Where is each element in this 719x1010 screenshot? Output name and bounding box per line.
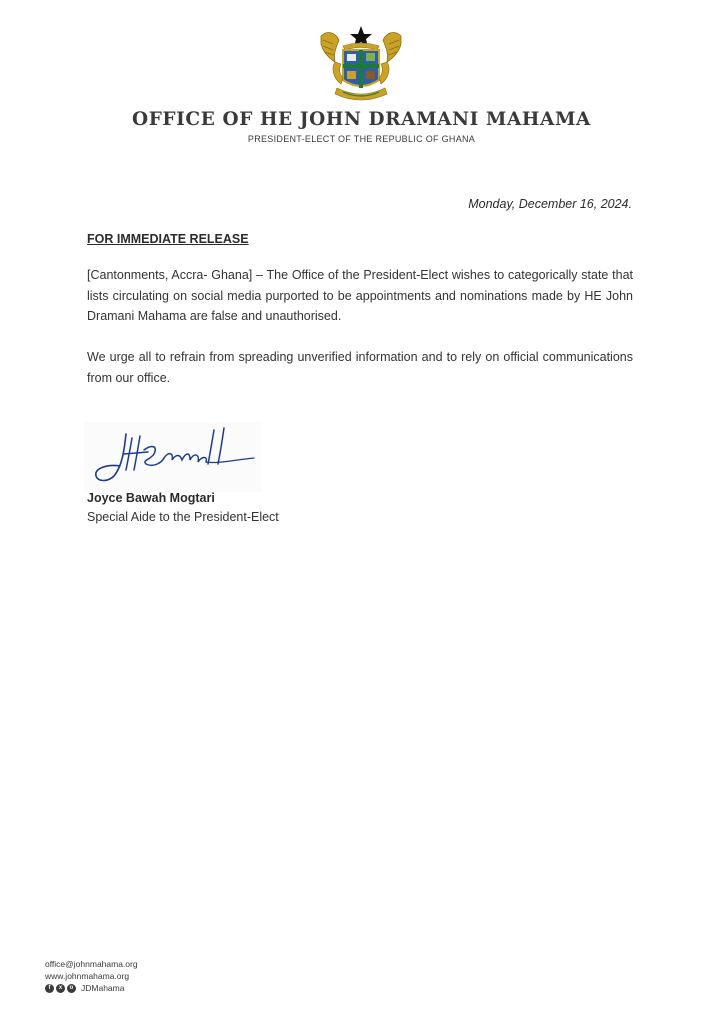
signer-role: Special Aide to the President-Elect bbox=[87, 510, 279, 524]
footer-website[interactable]: www.johnmahama.org bbox=[45, 971, 130, 981]
social-handle[interactable]: JDMahama bbox=[81, 983, 125, 993]
x-icon[interactable]: x bbox=[56, 984, 65, 993]
release-heading: FOR IMMEDIATE RELEASE bbox=[87, 232, 249, 246]
facebook-icon[interactable]: f bbox=[45, 984, 54, 993]
release-date: Monday, December 16, 2024. bbox=[468, 197, 632, 211]
handwritten-signature bbox=[84, 422, 262, 492]
instagram-icon[interactable]: o bbox=[67, 984, 76, 993]
office-subtitle: PRESIDENT-ELECT OF THE REPUBLIC OF GHANA bbox=[247, 134, 476, 144]
footer-email[interactable]: office@johnmahama.org bbox=[45, 959, 138, 969]
office-title: OFFICE OF HE JOHN DRAMANI MAHAMA bbox=[131, 109, 592, 130]
footer-contacts bbox=[45, 958, 138, 994]
footer-social bbox=[45, 982, 138, 994]
body-paragraph: [Cantonments, Accra- Ghana] – The Office of the President-Elect wishes to categorically state that lists circulating on social media purported to be appointments and nominations made by HE John Dramani Mahama are false and unauthorised. bbox=[87, 268, 633, 323]
ghana-coat-of-arms-icon bbox=[313, 22, 409, 106]
signer-name: Joyce Bawah Mogtari bbox=[87, 491, 215, 505]
body-paragraph: We urge all to refrain from spreading unverified information and to rely on official communications from our office. bbox=[87, 350, 633, 385]
